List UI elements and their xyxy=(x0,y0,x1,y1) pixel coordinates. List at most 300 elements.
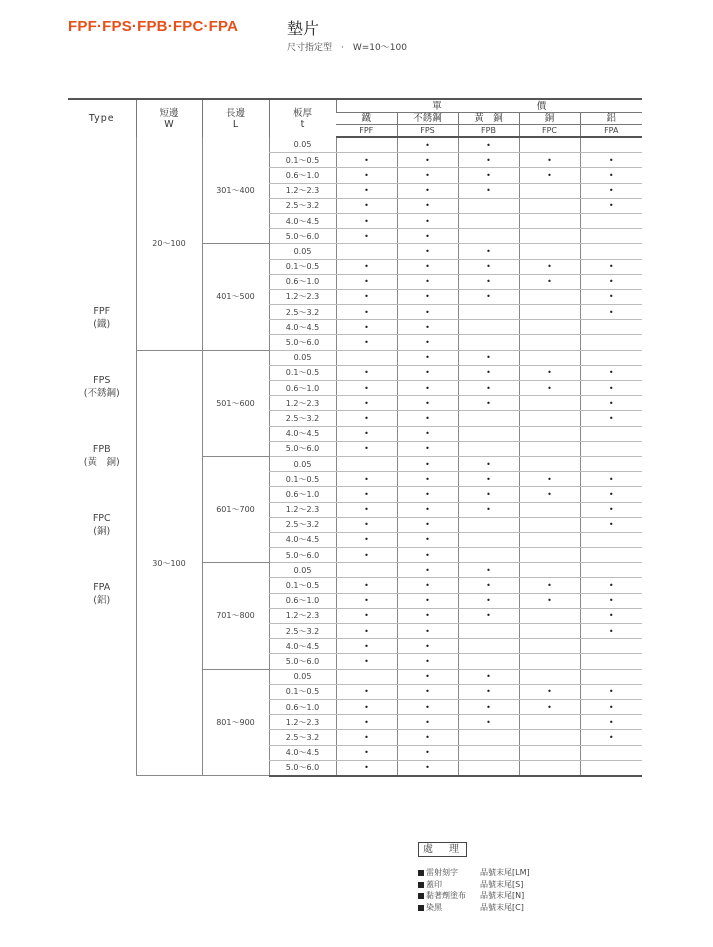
price-cell xyxy=(458,350,519,365)
price-cell xyxy=(519,472,580,487)
available-dot: • xyxy=(364,201,369,211)
price-cell xyxy=(397,168,458,183)
thickness-value: 2.5〜3.2 xyxy=(269,305,336,320)
price-cell xyxy=(336,229,397,244)
available-dot: • xyxy=(486,140,491,150)
price-cell xyxy=(397,411,458,426)
price-cell xyxy=(580,639,642,654)
price-cell xyxy=(580,168,642,183)
price-cell xyxy=(519,153,580,168)
price-cell xyxy=(397,274,458,289)
available-dot: • xyxy=(608,383,614,393)
price-cell xyxy=(580,730,642,745)
price-cell xyxy=(336,699,397,714)
available-dot: • xyxy=(364,413,369,423)
price-cell xyxy=(580,396,642,411)
price-cell xyxy=(458,153,519,168)
thickness-value: 5.0〜6.0 xyxy=(269,548,336,563)
thickness-value: 0.1〜0.5 xyxy=(269,472,336,487)
available-dot: • xyxy=(364,262,369,272)
thickness-value: 0.6〜1.0 xyxy=(269,487,336,502)
price-cell xyxy=(336,760,397,776)
price-cell xyxy=(336,274,397,289)
thickness-value: 5.0〜6.0 xyxy=(269,229,336,244)
price-cell xyxy=(336,320,397,335)
treatment-label: 染黑 xyxy=(426,902,442,912)
thickness-value: 4.0〜4.5 xyxy=(269,320,336,335)
price-cell xyxy=(397,684,458,699)
price-cell xyxy=(580,548,642,563)
price-cell xyxy=(397,137,458,153)
price-cell xyxy=(519,532,580,547)
thickness-value: 0.1〜0.5 xyxy=(269,259,336,274)
price-cell xyxy=(397,259,458,274)
price-cell xyxy=(336,456,397,471)
price-cell xyxy=(336,411,397,426)
type-code: FPF xyxy=(93,306,111,317)
type-list xyxy=(68,137,136,776)
available-dot: • xyxy=(486,505,491,515)
price-cell xyxy=(580,532,642,547)
price-cell xyxy=(519,487,580,502)
available-dot: • xyxy=(608,505,614,515)
price-cell xyxy=(397,244,458,259)
treatment-item xyxy=(418,890,530,902)
price-cell xyxy=(519,381,580,396)
price-cell xyxy=(397,532,458,547)
available-dot: • xyxy=(486,368,491,378)
available-dot: • xyxy=(425,262,430,272)
price-cell xyxy=(336,350,397,365)
price-cell xyxy=(580,593,642,608)
price-cell xyxy=(397,669,458,684)
available-dot: • xyxy=(425,307,430,317)
available-dot: • xyxy=(608,717,614,727)
price-cell xyxy=(458,624,519,639)
price-cell xyxy=(397,563,458,578)
price-cell xyxy=(458,532,519,547)
available-dot: • xyxy=(608,732,614,742)
available-dot: • xyxy=(608,307,614,317)
thickness-value: 4.0〜4.5 xyxy=(269,745,336,760)
price-cell xyxy=(397,350,458,365)
length-range: 801〜900 xyxy=(202,669,269,776)
price-cell xyxy=(336,426,397,441)
available-dot: • xyxy=(364,292,369,302)
thickness-value: 0.05 xyxy=(269,137,336,153)
price-cell xyxy=(458,183,519,198)
available-dot: • xyxy=(486,398,491,408)
price-cell xyxy=(580,274,642,289)
price-cell xyxy=(458,396,519,411)
price-cell xyxy=(397,335,458,350)
price-cell xyxy=(580,563,642,578)
thickness-value: 0.05 xyxy=(269,350,336,365)
type-item xyxy=(93,305,110,331)
thickness-value: 0.05 xyxy=(269,244,336,259)
header-unit-price: 單 價 xyxy=(336,99,642,113)
price-cell xyxy=(519,274,580,289)
thickness-value: 0.6〜1.0 xyxy=(269,699,336,714)
thickness-value: 0.05 xyxy=(269,563,336,578)
available-dot: • xyxy=(364,474,369,484)
type-item xyxy=(93,512,111,538)
available-dot: • xyxy=(486,474,491,484)
price-cell xyxy=(580,502,642,517)
price-cell xyxy=(336,563,397,578)
price-cell xyxy=(397,305,458,320)
price-cell xyxy=(458,320,519,335)
length-range: 601〜700 xyxy=(202,456,269,562)
price-cell xyxy=(458,198,519,213)
product-subtitle: 尺寸指定型 · W=10〜100 xyxy=(287,43,407,53)
width-range: 30〜100 xyxy=(136,350,202,776)
type-item xyxy=(93,581,110,607)
price-cell xyxy=(580,213,642,228)
available-dot: • xyxy=(547,702,552,712)
price-cell xyxy=(458,563,519,578)
price-cell xyxy=(336,305,397,320)
available-dot: • xyxy=(364,748,369,758)
available-dot: • xyxy=(364,277,369,287)
product-codes-title: FPF·FPS·FPB·FPC·FPA xyxy=(68,18,239,35)
available-dot: • xyxy=(425,535,430,545)
available-dot: • xyxy=(486,262,491,272)
treatment-title: 處 理 xyxy=(418,842,467,857)
available-dot: • xyxy=(547,383,552,393)
available-dot: • xyxy=(547,596,552,606)
available-dot: • xyxy=(425,459,430,469)
price-cell xyxy=(397,715,458,730)
price-cell xyxy=(580,472,642,487)
available-dot: • xyxy=(425,748,430,758)
thickness-value: 0.1〜0.5 xyxy=(269,684,336,699)
available-dot: • xyxy=(608,474,614,484)
available-dot: • xyxy=(364,444,369,454)
treatment-suffix: 品號末尾[S] xyxy=(480,879,524,889)
price-cell xyxy=(519,198,580,213)
available-dot: • xyxy=(486,155,491,165)
price-cell xyxy=(336,153,397,168)
price-cell xyxy=(397,548,458,563)
price-cell xyxy=(580,153,642,168)
price-cell xyxy=(336,289,397,304)
available-dot: • xyxy=(364,702,369,712)
price-cell xyxy=(580,426,642,441)
price-cell xyxy=(397,426,458,441)
price-cell xyxy=(336,517,397,532)
price-cell xyxy=(519,669,580,684)
price-cell xyxy=(580,699,642,714)
price-cell xyxy=(458,548,519,563)
header-material-code: FPC xyxy=(519,125,580,138)
price-cell xyxy=(397,213,458,228)
available-dot: • xyxy=(364,231,369,241)
thickness-value: 5.0〜6.0 xyxy=(269,335,336,350)
available-dot: • xyxy=(364,641,369,651)
price-cell xyxy=(519,168,580,183)
available-dot: • xyxy=(425,596,430,606)
available-dot: • xyxy=(486,702,491,712)
thickness-value: 5.0〜6.0 xyxy=(269,441,336,456)
type-name: (鐵) xyxy=(93,319,111,330)
header-material-name: 不銹鋼 xyxy=(397,113,458,125)
available-dot: • xyxy=(486,611,491,621)
price-cell xyxy=(519,350,580,365)
length-range: 301〜400 xyxy=(202,137,269,244)
available-dot: • xyxy=(486,687,491,697)
available-dot: • xyxy=(425,292,430,302)
available-dot: • xyxy=(547,474,552,484)
thickness-value: 2.5〜3.2 xyxy=(269,624,336,639)
price-cell xyxy=(397,320,458,335)
available-dot: • xyxy=(425,398,430,408)
available-dot: • xyxy=(425,444,430,454)
available-dot: • xyxy=(364,489,369,499)
price-cell xyxy=(458,289,519,304)
thickness-value: 2.5〜3.2 xyxy=(269,198,336,213)
type-code: FPA xyxy=(93,582,111,593)
type-code: FPB xyxy=(92,444,111,455)
available-dot: • xyxy=(425,641,430,651)
available-dot: • xyxy=(486,292,491,302)
header-thickness: 板厚 t xyxy=(269,99,336,137)
price-cell xyxy=(397,381,458,396)
available-dot: • xyxy=(486,565,491,575)
available-dot: • xyxy=(425,155,430,165)
price-cell xyxy=(397,153,458,168)
price-cell xyxy=(580,441,642,456)
available-dot: • xyxy=(425,338,430,348)
price-cell xyxy=(336,472,397,487)
price-cell xyxy=(458,715,519,730)
available-dot: • xyxy=(364,398,369,408)
spec-table xyxy=(68,98,642,777)
price-cell xyxy=(336,183,397,198)
available-dot: • xyxy=(364,368,369,378)
header-type: Type xyxy=(68,99,136,137)
available-dot: • xyxy=(547,170,552,180)
price-cell xyxy=(458,517,519,532)
price-cell xyxy=(336,244,397,259)
treatment-item xyxy=(418,879,530,891)
available-dot: • xyxy=(425,656,430,666)
available-dot: • xyxy=(364,307,369,317)
price-cell xyxy=(519,259,580,274)
available-dot: • xyxy=(547,155,552,165)
price-cell xyxy=(580,456,642,471)
price-cell xyxy=(519,639,580,654)
price-cell xyxy=(580,350,642,365)
price-cell xyxy=(397,593,458,608)
price-cell xyxy=(458,745,519,760)
available-dot: • xyxy=(547,687,552,697)
thickness-value: 2.5〜3.2 xyxy=(269,517,336,532)
square-bullet-icon xyxy=(418,882,424,888)
thickness-value: 1.2〜2.3 xyxy=(269,715,336,730)
available-dot: • xyxy=(364,216,369,226)
price-cell xyxy=(519,441,580,456)
type-item xyxy=(84,443,120,469)
price-cell xyxy=(519,760,580,776)
available-dot: • xyxy=(364,596,369,606)
price-cell xyxy=(519,426,580,441)
available-dot: • xyxy=(364,611,369,621)
available-dot: • xyxy=(425,489,430,499)
available-dot: • xyxy=(486,170,491,180)
treatment-suffix: 品號末尾[LM] xyxy=(480,868,530,877)
price-cell xyxy=(397,730,458,745)
price-cell xyxy=(458,213,519,228)
available-dot: • xyxy=(364,535,369,545)
price-cell xyxy=(580,183,642,198)
price-cell xyxy=(458,684,519,699)
header-material-name: 銅 xyxy=(519,113,580,125)
available-dot: • xyxy=(486,277,491,287)
available-dot: • xyxy=(425,216,430,226)
available-dot: • xyxy=(608,186,614,196)
price-cell xyxy=(519,699,580,714)
available-dot: • xyxy=(364,505,369,515)
price-cell xyxy=(336,715,397,730)
price-cell xyxy=(397,699,458,714)
price-cell xyxy=(336,532,397,547)
length-range: 501〜600 xyxy=(202,350,269,456)
price-cell xyxy=(397,441,458,456)
thickness-value: 0.1〜0.5 xyxy=(269,578,336,593)
available-dot: • xyxy=(364,520,369,530)
price-cell xyxy=(336,259,397,274)
price-cell xyxy=(458,730,519,745)
available-dot: • xyxy=(425,186,430,196)
available-dot: • xyxy=(425,763,430,773)
square-bullet-icon xyxy=(418,870,424,876)
treatment-suffix: 品號末尾[C] xyxy=(480,902,524,912)
price-cell xyxy=(519,624,580,639)
price-cell xyxy=(519,517,580,532)
available-dot: • xyxy=(425,732,430,742)
type-name: (黃 銅) xyxy=(83,457,120,468)
treatment-item xyxy=(418,867,530,879)
price-cell xyxy=(519,183,580,198)
price-cell xyxy=(458,335,519,350)
treatment-label: 蓋印 xyxy=(426,879,442,889)
available-dot: • xyxy=(608,702,614,712)
price-cell xyxy=(397,396,458,411)
price-cell xyxy=(580,137,642,153)
price-cell xyxy=(397,198,458,213)
available-dot: • xyxy=(608,201,614,211)
price-cell xyxy=(519,456,580,471)
available-dot: • xyxy=(608,368,614,378)
available-dot: • xyxy=(364,170,369,180)
available-dot: • xyxy=(425,353,430,363)
thickness-value: 0.1〜0.5 xyxy=(269,153,336,168)
thickness-value: 1.2〜2.3 xyxy=(269,396,336,411)
available-dot: • xyxy=(425,429,430,439)
available-dot: • xyxy=(364,155,369,165)
thickness-value: 1.2〜2.3 xyxy=(269,183,336,198)
price-cell xyxy=(519,411,580,426)
available-dot: • xyxy=(547,368,552,378)
type-code: FPS xyxy=(93,375,111,386)
available-dot: • xyxy=(364,717,369,727)
price-cell xyxy=(458,593,519,608)
price-cell xyxy=(397,760,458,776)
available-dot: • xyxy=(425,702,430,712)
available-dot: • xyxy=(364,687,369,697)
price-cell xyxy=(458,639,519,654)
square-bullet-icon xyxy=(418,893,424,899)
price-cell xyxy=(336,730,397,745)
thickness-value: 4.0〜4.5 xyxy=(269,639,336,654)
available-dot: • xyxy=(486,672,491,682)
treatment-suffix: 品號末尾[N] xyxy=(480,891,525,900)
price-cell xyxy=(336,335,397,350)
length-range: 701〜800 xyxy=(202,563,269,669)
price-cell xyxy=(519,654,580,669)
price-cell xyxy=(397,456,458,471)
available-dot: • xyxy=(425,231,430,241)
available-dot: • xyxy=(425,170,430,180)
available-dot: • xyxy=(425,611,430,621)
available-dot: • xyxy=(425,626,430,636)
price-cell xyxy=(580,654,642,669)
price-cell xyxy=(458,168,519,183)
price-cell xyxy=(336,745,397,760)
available-dot: • xyxy=(608,170,614,180)
price-cell xyxy=(397,183,458,198)
thickness-value: 0.05 xyxy=(269,456,336,471)
price-cell xyxy=(519,730,580,745)
price-cell xyxy=(580,578,642,593)
table-row xyxy=(68,137,642,153)
price-cell xyxy=(397,654,458,669)
available-dot: • xyxy=(608,292,614,302)
price-cell xyxy=(458,472,519,487)
price-cell xyxy=(580,684,642,699)
thickness-value: 4.0〜4.5 xyxy=(269,426,336,441)
price-cell xyxy=(397,229,458,244)
price-cell xyxy=(397,624,458,639)
price-cell xyxy=(458,411,519,426)
price-cell xyxy=(336,137,397,153)
available-dot: • xyxy=(486,596,491,606)
available-dot: • xyxy=(425,717,430,727)
price-cell xyxy=(580,244,642,259)
price-cell xyxy=(519,684,580,699)
header-material-code: FPS xyxy=(397,125,458,138)
available-dot: • xyxy=(608,155,614,165)
price-cell xyxy=(458,274,519,289)
thickness-value: 4.0〜4.5 xyxy=(269,213,336,228)
price-cell xyxy=(519,548,580,563)
available-dot: • xyxy=(364,550,369,560)
available-dot: • xyxy=(425,368,430,378)
price-cell xyxy=(458,229,519,244)
available-dot: • xyxy=(425,505,430,515)
price-cell xyxy=(519,745,580,760)
price-cell xyxy=(580,624,642,639)
available-dot: • xyxy=(425,520,430,530)
header-length: 長邊 L xyxy=(202,99,269,137)
price-cell xyxy=(458,760,519,776)
price-cell xyxy=(519,563,580,578)
available-dot: • xyxy=(608,596,614,606)
available-dot: • xyxy=(608,687,614,697)
thickness-value: 0.1〜0.5 xyxy=(269,365,336,380)
thickness-value: 1.2〜2.3 xyxy=(269,608,336,623)
